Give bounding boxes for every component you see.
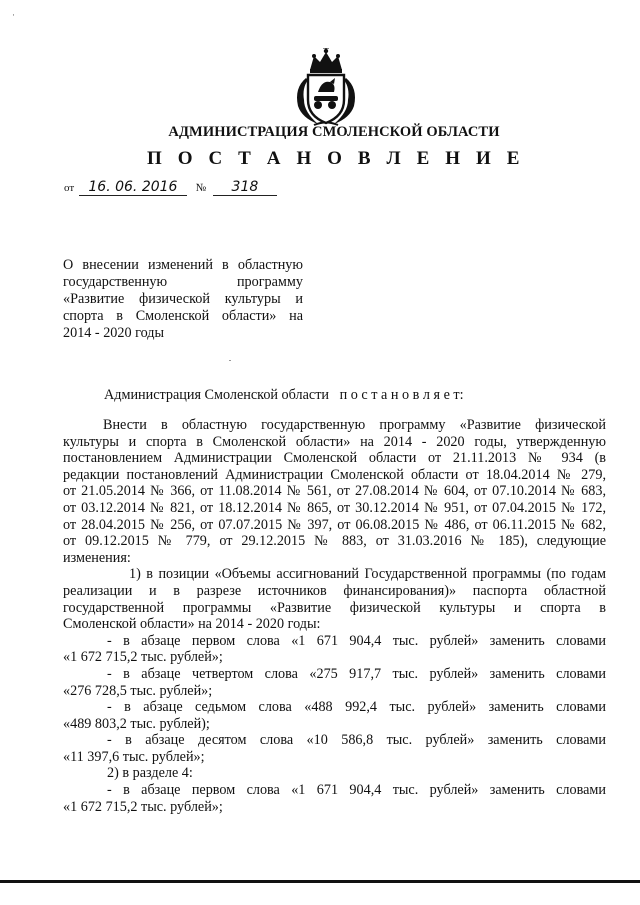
- organization-title: АДМИНИСТРАЦИЯ СМОЛЕНСКОЙ ОБЛАСТИ: [168, 124, 500, 140]
- body-line: - в абзаце первом слова «1 671 904,4 тыс. рублей» заменить словами: [107, 782, 606, 799]
- subject-line: 2014 - 2020 годы: [63, 325, 165, 341]
- body-line: от 03.12.2014 № 821, от 18.12.2014 № 865, от 30.12.2014 № 951, от 07.04.2015 № 172,: [63, 499, 606, 516]
- body-line: - в абзаце десятом слова «10 586,8 тыс. рублей» заменить словами: [107, 732, 606, 749]
- body-line: от 21.05.2014 № 366, от 11.08.2014 № 561, от 27.08.2014 № 604, от 07.10.2014 № 683,: [63, 483, 606, 500]
- body-line: культуры и спорта в Смоленской области» на 2014 - 2020 годы, утвержденную: [63, 433, 606, 450]
- body-line: «11 397,6 тыс. рублей»;: [63, 748, 205, 765]
- body-line: «1 672 715,2 тыс. рублей»;: [63, 649, 223, 666]
- subject-line: государственную программу: [63, 274, 303, 290]
- coat-of-arms-icon: [288, 48, 364, 126]
- body-line: «276 728,5 тыс. рублей»;: [63, 682, 213, 699]
- number-label: №: [195, 182, 207, 194]
- body-line: 1) в позиции «Объемы ассигнований Государственной программы (по годам: [129, 566, 606, 583]
- body-line: «489 803,2 тыс. рублей);: [63, 715, 210, 732]
- body-line: государственной программы «Развитие физической культуры и спорта в: [63, 599, 606, 616]
- document-type: П О С Т А Н О В Л Е Н И Е: [147, 148, 525, 169]
- scan-mark: ·: [12, 10, 15, 20]
- body-line: Смоленской области» на 2014 - 2020 годы:: [63, 616, 321, 633]
- body-line: от 28.04.2015 № 256, от 07.07.2015 № 397, от 06.08.2015 № 486, от 06.11.2015 № 682,: [63, 516, 606, 533]
- body-line: - в абзаце седьмом слова «488 992,4 тыс. рублей» заменить словами: [107, 699, 606, 716]
- body-line: - в абзаце четвертом слова «275 917,7 тыс. рублей» заменить словами: [107, 665, 606, 682]
- subject-line: О внесении изменений в областную: [63, 257, 303, 273]
- date-label: от: [64, 182, 75, 194]
- body-line: постановлением Администрации Смоленской области от 21.11.2013 № 934 (в: [63, 450, 606, 467]
- subject-line: спорта в Смоленской области» на: [63, 308, 303, 324]
- body-line: реализации и в разрезе источников финансирования)» паспорта областной: [63, 582, 606, 599]
- subject-line: «Развитие физической культуры и: [63, 291, 303, 307]
- body-line: 2) в разделе 4:: [107, 765, 193, 782]
- scan-dot: [229, 360, 231, 361]
- page-bottom-rule: [0, 880, 640, 883]
- body-line: «1 672 715,2 тыс. рублей»;: [63, 798, 223, 815]
- body-line: от 09.12.2015 № 779, от 29.12.2015 № 883, от 31.03.2016 № 185), следующие: [63, 533, 606, 550]
- preamble: [104, 387, 464, 404]
- preamble-action: п о с т а н о в л я е т:: [339, 387, 464, 403]
- body-line: изменения:: [63, 549, 131, 566]
- date-number-line: [64, 180, 277, 196]
- document-subject: [63, 257, 303, 342]
- body-line: - в абзаце первом слова «1 671 904,4 тыс. рублей» заменить словами: [107, 632, 606, 649]
- body-line: редакции постановлений Администрации Смоленской области от 18.04.2014 № 279,: [63, 466, 606, 483]
- date-value: 16. 06. 2016: [79, 180, 187, 196]
- document-body: [63, 417, 606, 815]
- number-value: 318: [213, 180, 277, 196]
- body-line: Внести в областную государственную программу «Развитие физической: [103, 417, 606, 433]
- preamble-text: Администрация Смоленской области: [104, 387, 329, 403]
